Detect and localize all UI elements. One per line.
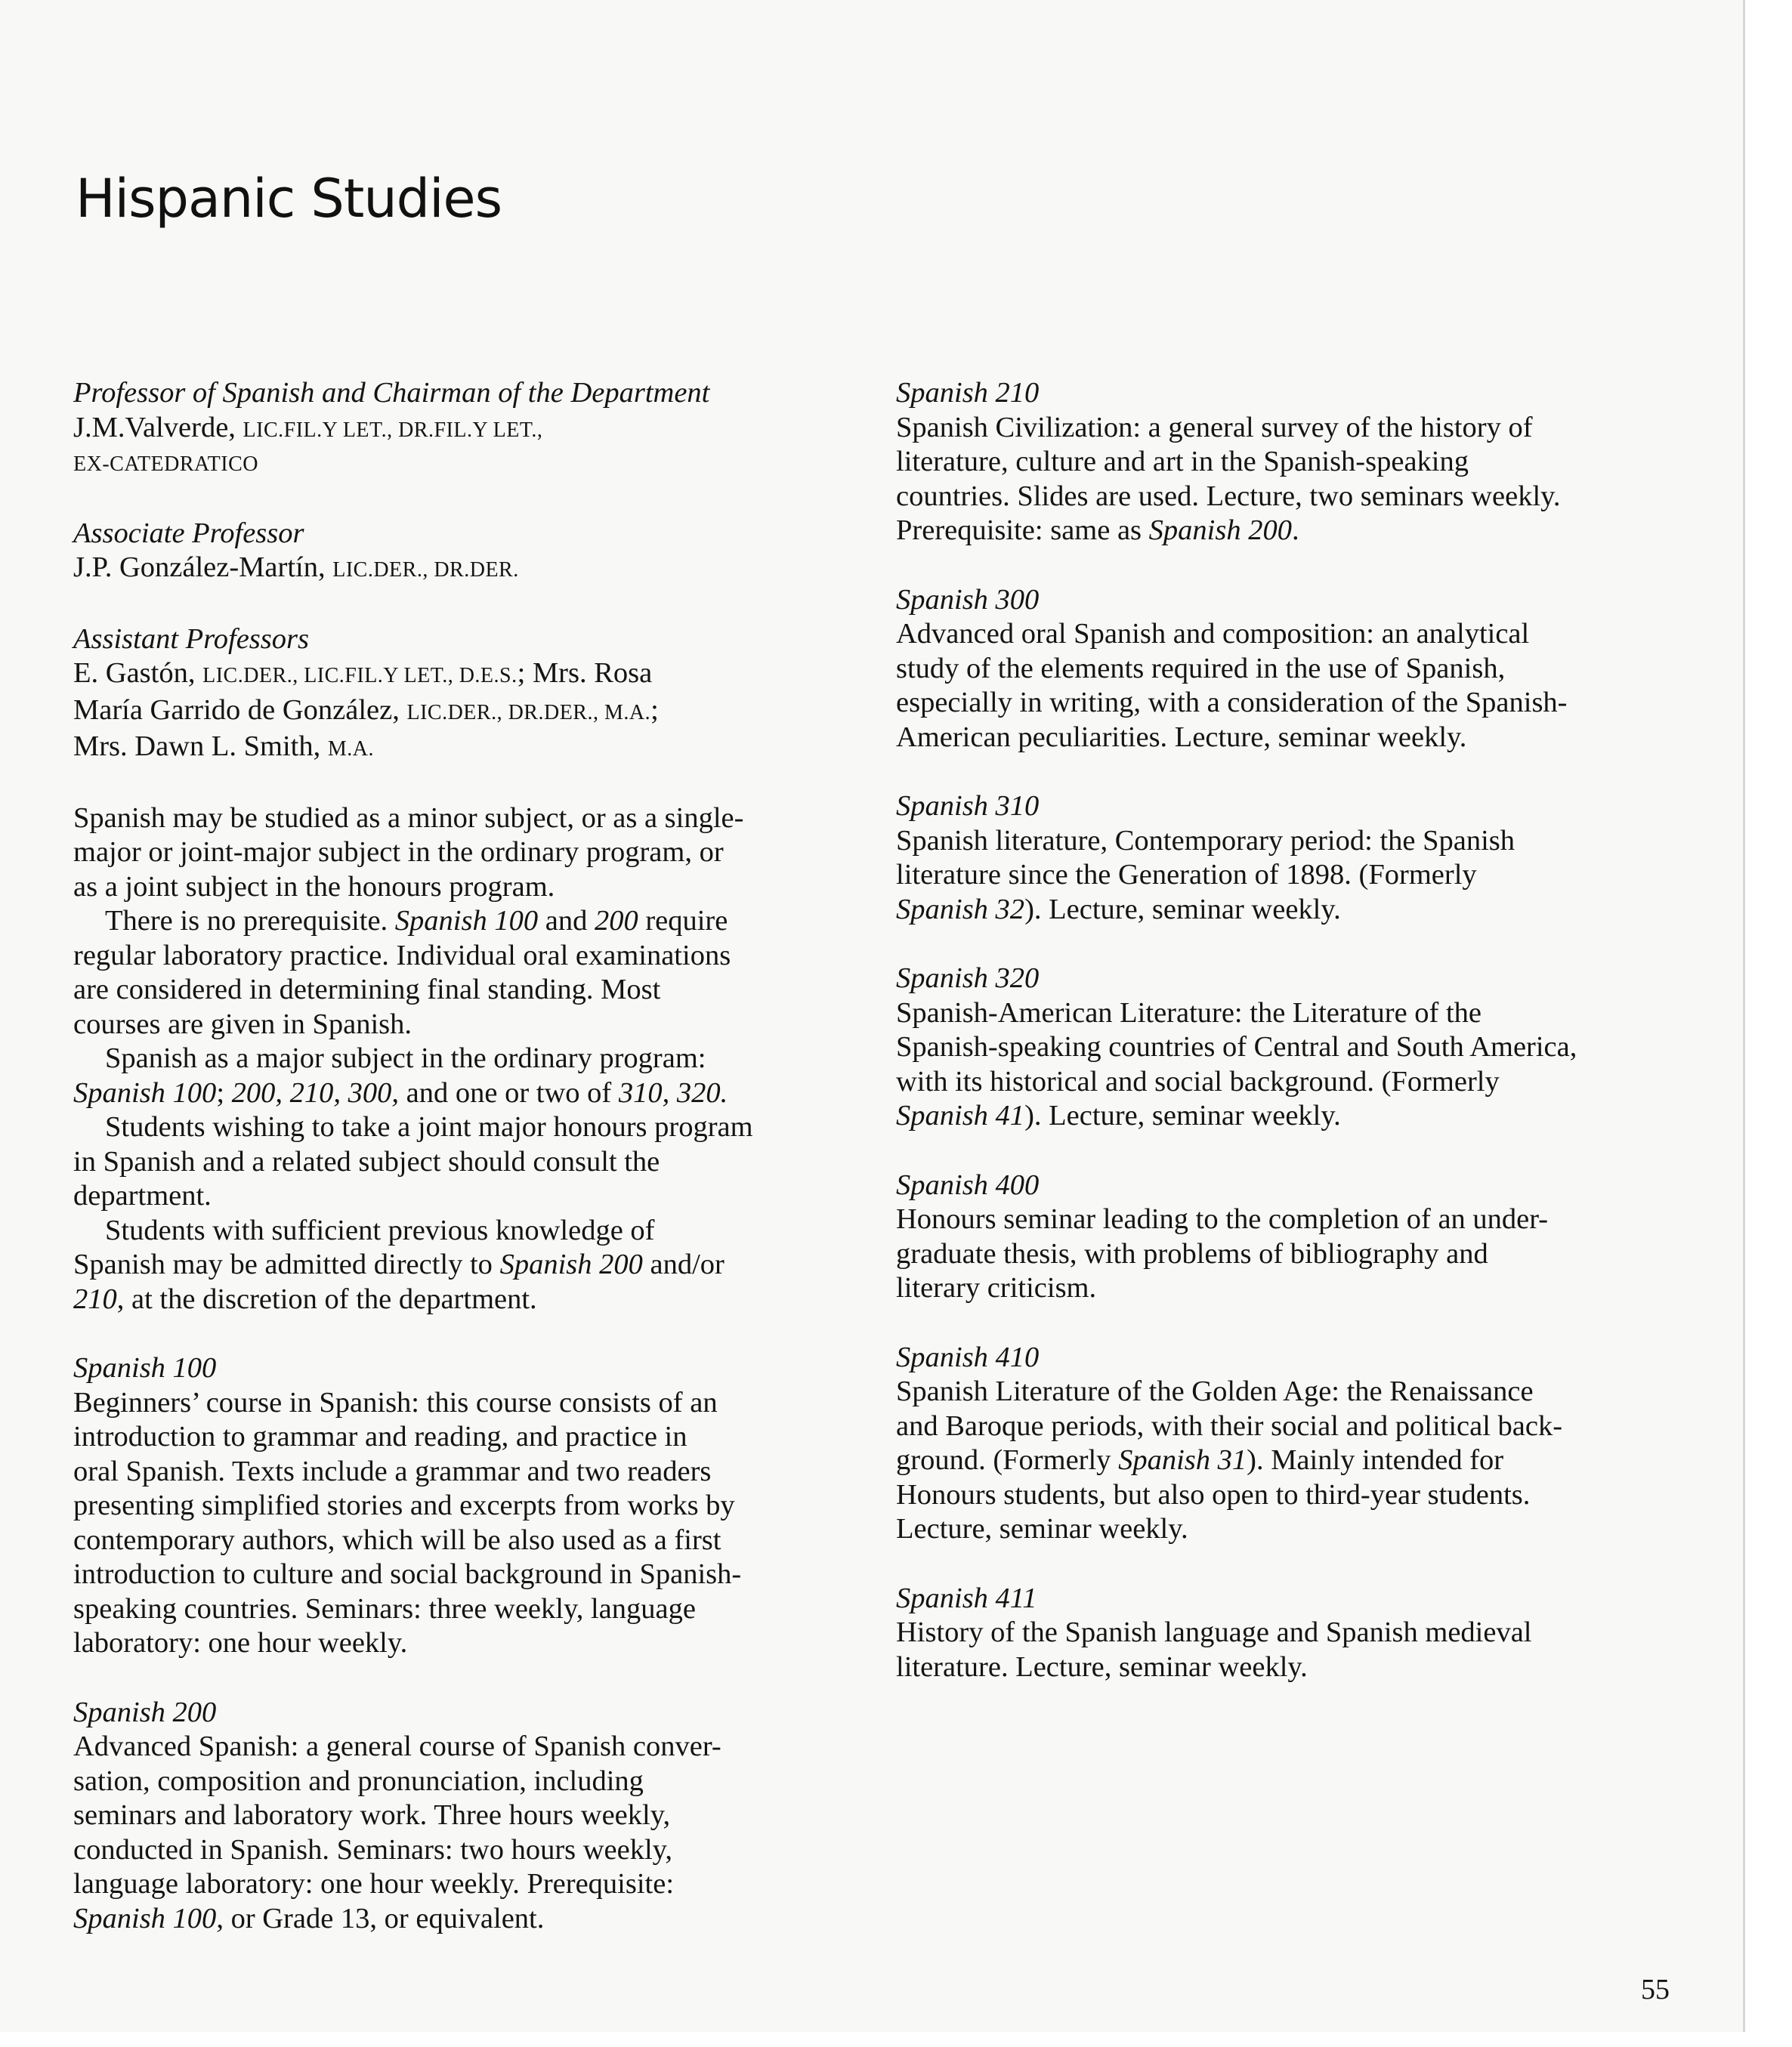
course-ref: 210	[73, 1283, 117, 1315]
course-ref: Spanish 200	[499, 1249, 643, 1280]
course-description: literary criticism.	[896, 1272, 1097, 1304]
course-fragment: ground. (Formerly	[896, 1444, 1119, 1476]
intro-text: in Spanish and a related subject should consult the	[73, 1145, 660, 1178]
course-fragment: ). Mainly intended for	[1247, 1444, 1504, 1476]
assistant-degrees-3: M.A.	[327, 737, 374, 761]
course-fragment: , or Grade 13, or equivalent.	[216, 1902, 545, 1934]
course-ref: Spanish 100	[73, 1076, 217, 1109]
assistant-name-1: E. Gastón,	[73, 657, 203, 689]
course-ref: Spanish 31	[1118, 1444, 1247, 1476]
course-code: Spanish 100	[73, 1352, 217, 1384]
intro-fragment: require	[638, 905, 728, 937]
course-description: Lecture, seminar weekly.	[896, 1513, 1188, 1545]
intro-fragment: and one or two of	[399, 1076, 619, 1109]
course-description: study of the elements required in the use of Spanish,	[896, 652, 1506, 684]
course-description: graduate thesis, with problems of bibliography and	[896, 1237, 1488, 1270]
course-spanish-210	[896, 376, 1689, 548]
intro-text	[73, 1283, 859, 1317]
course-description	[73, 1902, 859, 1937]
left-column	[73, 376, 859, 1971]
course-code: Spanish 320	[896, 962, 1040, 994]
course-description: Spanish-American Literature: the Literature of the	[896, 996, 1482, 1029]
course-description: Spanish Civilization: a general survey of the history of	[896, 411, 1533, 443]
intro-text: Spanish may be studied as a minor subject, or as a single-	[73, 801, 744, 834]
course-code: Spanish 300	[896, 583, 1040, 616]
assistant-rest-2: ;	[650, 693, 659, 726]
course-ref: Spanish 200	[1148, 514, 1292, 546]
course-description: with its historical and social background. (Formerly	[896, 1065, 1500, 1098]
course-ref: Spanish 32	[896, 893, 1025, 925]
course-description: presenting simplified stories and excerpts from works by	[73, 1490, 735, 1521]
intro-fragment: There is no prerequisite.	[105, 905, 395, 937]
course-spanish-410	[896, 1341, 1689, 1547]
professor-degrees: LIC.FIL.Y LET., DR.FIL.Y LET.,	[243, 418, 543, 442]
assistant-degrees-2: LIC.DER., DR.DER., M.A.	[406, 700, 651, 724]
professor-block	[73, 376, 859, 482]
course-ref: 200	[594, 905, 638, 937]
course-description: language laboratory: one hour weekly. Prerequisite:	[73, 1868, 675, 1900]
intro-text: are considered in determining final standing. Most	[73, 974, 661, 1005]
right-column	[896, 376, 1689, 1719]
assistant-line-2	[73, 693, 859, 730]
assistant-line-3	[73, 730, 859, 767]
course-spanish-310	[896, 789, 1689, 927]
intro-text: regular laboratory practice. Individual oral examinations	[73, 939, 731, 971]
intro-text: Students wishing to take a joint major honours program	[105, 1111, 753, 1143]
intro-fragment: Spanish may be admitted directly to	[73, 1249, 500, 1280]
course-description: literature, culture and art in the Spanish-speaking	[896, 446, 1469, 477]
course-fragment: .	[1291, 514, 1299, 546]
page-title: Hispanic Studies	[76, 168, 502, 230]
intro-text: courses are given in Spanish.	[73, 1008, 412, 1040]
course-description: American peculiarities. Lecture, seminar weekly.	[896, 721, 1467, 753]
assistant-degrees-1: LIC.DER., LIC.FIL.Y LET., D.E.S.	[202, 664, 518, 687]
assistant-heading: Assistant Professors	[73, 622, 309, 655]
intro-text	[73, 1076, 859, 1111]
course-ref: 200, 210, 300,	[231, 1076, 400, 1109]
course-description: Advanced oral Spanish and composition: an analytical	[896, 618, 1530, 650]
course-fragment: ). Lecture, seminar weekly.	[1024, 1100, 1341, 1132]
intro-fragment: and/or	[642, 1249, 725, 1280]
intro-text	[73, 904, 859, 939]
assistant-line-1	[73, 656, 859, 693]
course-description	[896, 1099, 1689, 1134]
intro-text: as a joint subject in the honours program.	[73, 870, 555, 903]
course-code: Spanish 200	[73, 1696, 217, 1728]
course-description: contemporary authors, which will be also used as a first	[73, 1524, 721, 1556]
professor-heading: Professor of Spanish and Chairman of the Department	[73, 377, 710, 409]
course-spanish-411	[896, 1582, 1689, 1685]
course-spanish-200	[73, 1696, 859, 1937]
course-description: Advanced Spanish: a general course of Spanish conver-	[73, 1731, 721, 1762]
course-fragment: Prerequisite: same as	[896, 514, 1149, 546]
course-ref: Spanish 100	[394, 905, 539, 937]
course-description: especially in writing, with a consideration of the Spanish-	[896, 687, 1568, 718]
course-description: introduction to culture and social background in Spanish-	[73, 1558, 742, 1590]
course-description: and Baroque periods, with their social and political back-	[896, 1409, 1563, 1442]
course-ref: Spanish 41	[896, 1100, 1025, 1132]
course-description: speaking countries. Seminars: three weekly, language	[73, 1592, 696, 1625]
intro-fragment: ;	[216, 1076, 232, 1109]
course-description: introduction to grammar and reading, and practice in	[73, 1421, 687, 1453]
professor-degrees-2: EX-CATEDRATICO	[73, 452, 258, 476]
course-description: Honours seminar leading to the completion of an under-	[896, 1203, 1549, 1235]
course-description: literature. Lecture, seminar weekly.	[896, 1650, 1308, 1683]
intro-text: Students with sufficient previous knowledge of	[105, 1214, 655, 1246]
course-code: Spanish 210	[896, 377, 1040, 409]
course-description: countries. Slides are used. Lecture, two seminars weekly.	[896, 480, 1561, 512]
course-description: Spanish Literature of the Golden Age: the Renaissance	[896, 1375, 1534, 1407]
intro-fragment: , at the discretion of the department.	[116, 1283, 537, 1315]
associate-block	[73, 517, 859, 588]
course-code: Spanish 410	[896, 1341, 1040, 1373]
course-spanish-320	[896, 962, 1689, 1134]
course-code: Spanish 411	[896, 1582, 1037, 1614]
course-description: oral Spanish. Texts include a grammar and two readers	[73, 1455, 712, 1487]
intro-fragment: and	[538, 905, 595, 937]
assistant-name-2: María Garrido de González,	[73, 693, 407, 726]
course-description: Beginners’ course in Spanish: this course consists of an	[73, 1386, 718, 1419]
course-spanish-300	[896, 583, 1689, 755]
page-number: 55	[1641, 1974, 1670, 2005]
associate-name: J.P. González-Martín,	[73, 551, 333, 583]
course-description: seminars and laboratory work. Three hours weekly,	[73, 1799, 671, 1831]
course-spanish-400	[896, 1169, 1689, 1306]
assistant-name-3: Mrs. Dawn L. Smith,	[73, 730, 328, 762]
assistant-block	[73, 622, 859, 767]
course-description: laboratory: one hour weekly.	[73, 1627, 408, 1659]
course-code: Spanish 400	[896, 1169, 1040, 1201]
course-description: History of the Spanish language and Spanish medieval	[896, 1616, 1532, 1648]
intro-text: major or joint-major subject in the ordinary program, or	[73, 836, 724, 868]
course-description: Spanish-speaking countries of Central and South America,	[896, 1031, 1577, 1063]
associate-heading: Associate Professor	[73, 517, 304, 549]
associate-degrees: LIC.DER., DR.DER.	[332, 558, 519, 582]
assistant-rest-1: ; Mrs. Rosa	[517, 657, 653, 689]
course-code: Spanish 310	[896, 790, 1040, 822]
course-ref: Spanish 100	[73, 1902, 217, 1934]
intro-text: Spanish as a major subject in the ordinary program:	[105, 1042, 706, 1074]
course-description: Honours students, but also open to third-year students.	[896, 1478, 1531, 1511]
course-description	[896, 514, 1689, 548]
course-description: conducted in Spanish. Seminars: two hours weekly,	[73, 1833, 673, 1866]
professor-name: J.M.Valverde,	[73, 411, 243, 443]
course-description	[896, 1443, 1689, 1478]
professor-name-line	[73, 411, 859, 448]
course-ref: 310, 320.	[618, 1076, 728, 1109]
course-description: sation, composition and pronunciation, including	[73, 1764, 644, 1797]
course-description: Spanish literature, Contemporary period: the Spanish	[896, 824, 1515, 857]
intro-block	[73, 801, 859, 1317]
course-spanish-100	[73, 1351, 859, 1661]
intro-text	[73, 1248, 859, 1283]
course-description	[896, 893, 1689, 928]
associate-name-line	[73, 551, 859, 588]
intro-text: department.	[73, 1180, 212, 1212]
course-description: literature since the Generation of 1898. (Formerly	[896, 859, 1477, 891]
course-fragment: ). Lecture, seminar weekly.	[1024, 893, 1341, 925]
